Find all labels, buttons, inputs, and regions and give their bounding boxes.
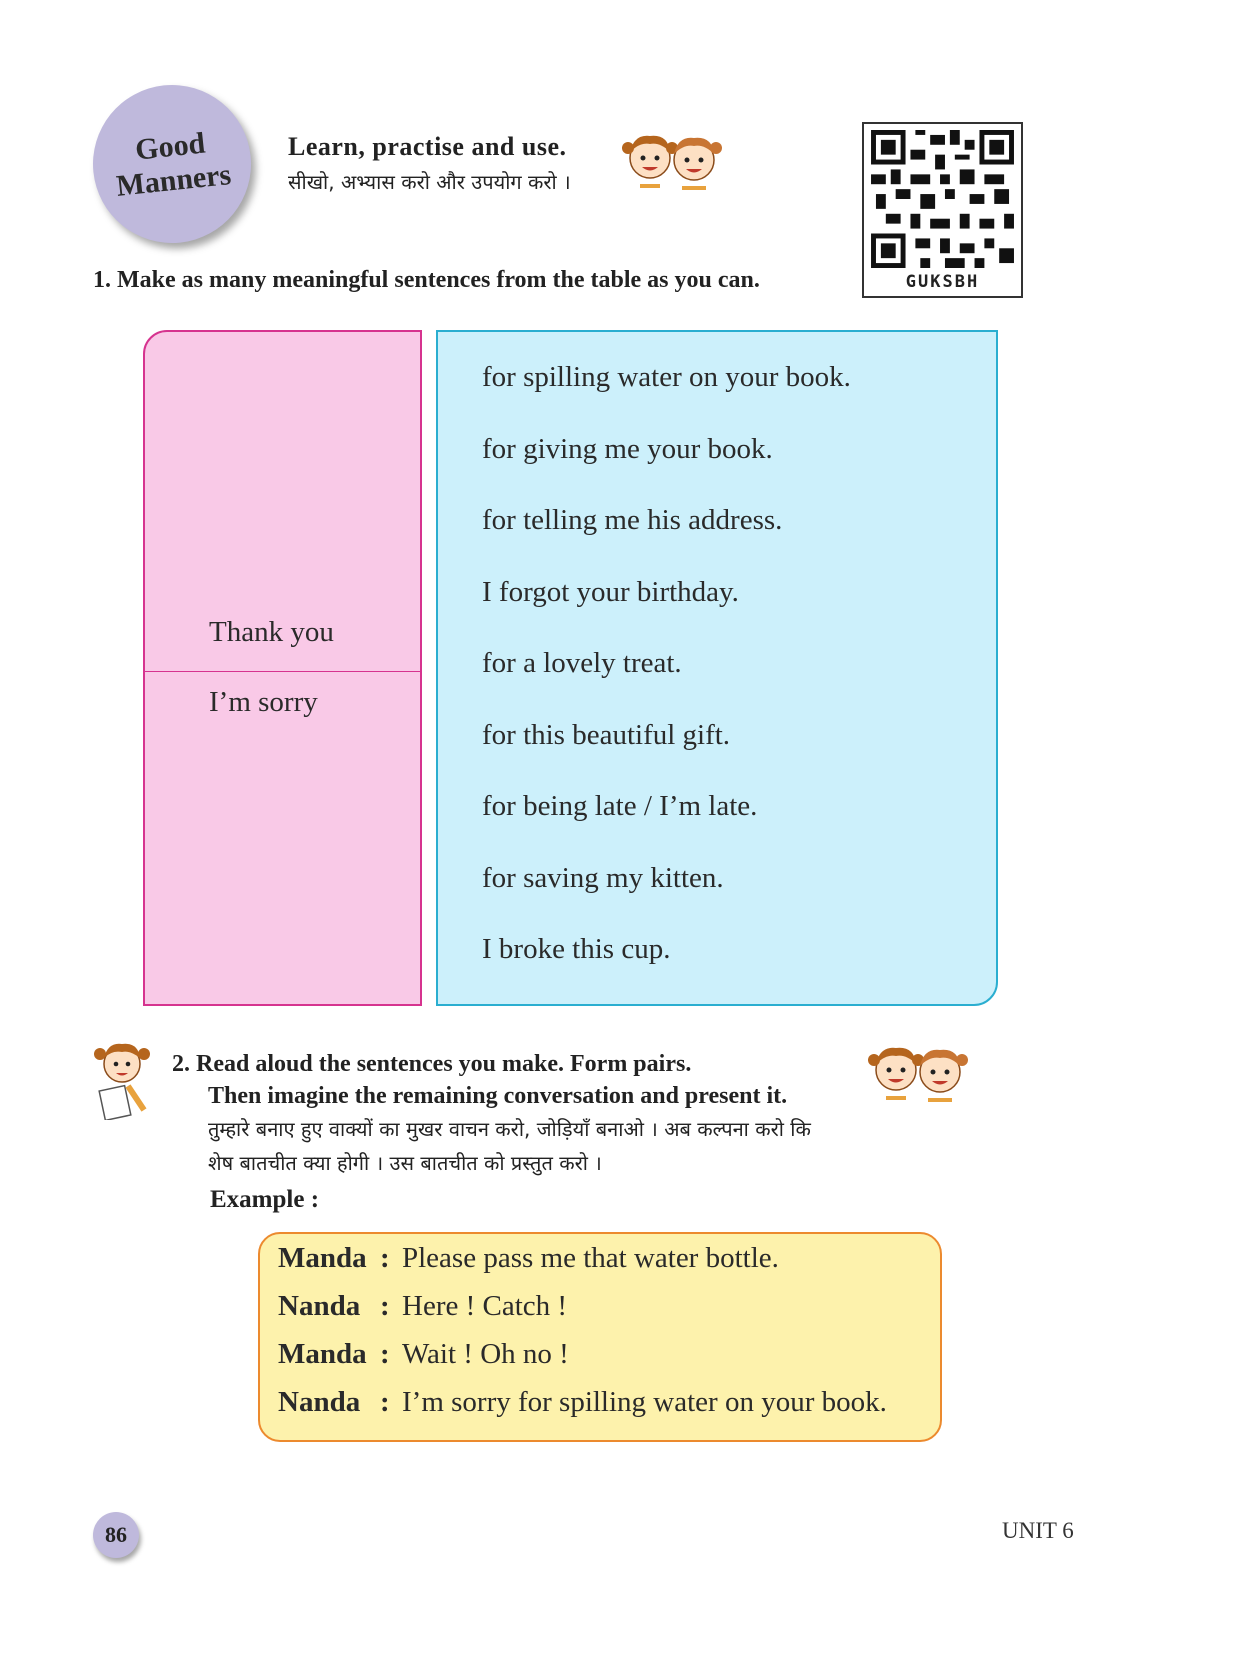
phrase-item: for a lovely treat.	[482, 647, 682, 679]
dialog-speaker: Nanda	[278, 1386, 361, 1418]
phrase-item: for telling me his address.	[482, 504, 783, 536]
dialog-separator: :	[380, 1338, 390, 1370]
left-column-divider	[145, 671, 420, 672]
two-kids-illustration-2	[866, 1040, 974, 1106]
dialog-separator: :	[380, 1242, 390, 1274]
phrase-item: for being late / I’m late.	[482, 790, 758, 822]
left-column-box	[143, 330, 422, 1006]
unit-label: UNIT 6	[1002, 1518, 1074, 1543]
dialog-separator: :	[380, 1386, 390, 1418]
qr-code[interactable]	[862, 122, 1023, 298]
dialog-text: I’m sorry for spilling water on your book.	[402, 1386, 887, 1418]
dialog-line	[278, 1290, 567, 1323]
dialog-speaker: Nanda	[278, 1290, 361, 1322]
phrase-item: I broke this cup.	[482, 933, 671, 965]
question-2-hindi	[208, 1112, 811, 1180]
question-2-line-2: Then imagine the remaining conversation and present it.	[208, 1083, 788, 1109]
dialog-line	[278, 1242, 779, 1275]
badge-line-1: Good	[133, 126, 207, 167]
question-1: 1. Make as many meaningful sentences from the table as you can.	[93, 267, 760, 293]
girl-reading-illustration	[88, 1036, 158, 1120]
question-2	[172, 1048, 787, 1112]
left-item-im-sorry: I’m sorry	[209, 686, 318, 718]
phrase-item: I forgot your birthday.	[482, 576, 739, 608]
intro-title: Learn, practise and use.	[288, 132, 567, 161]
dialog-separator: :	[380, 1290, 390, 1322]
phrase-item: for saving my kitten.	[482, 862, 724, 894]
dialog-line	[278, 1338, 569, 1371]
qr-code-label: GUKSBH	[905, 272, 980, 292]
good-manners-badge	[85, 77, 259, 251]
two-kids-illustration	[620, 128, 728, 194]
dialog-line	[278, 1386, 887, 1419]
example-dialog-box	[258, 1232, 942, 1442]
right-column-box	[436, 330, 998, 1006]
example-label: Example :	[210, 1186, 320, 1213]
intro-hindi: सीखो, अभ्यास करो और उपयोग करो ।	[288, 170, 571, 194]
badge-line-2: Manners	[114, 157, 233, 203]
phrase-item: for this beautiful gift.	[482, 719, 731, 751]
question-2-line-1: 2. Read aloud the sentences you make. Form pairs.	[172, 1051, 692, 1077]
page-number: 86	[93, 1512, 139, 1558]
phrase-item: for giving me your book.	[482, 433, 773, 465]
phrase-item: for spilling water on your book.	[482, 361, 851, 393]
dialog-text: Please pass me that water bottle.	[402, 1242, 779, 1274]
dialog-speaker: Manda	[278, 1242, 367, 1274]
question-2-hindi-line-2: शेष बातचीत क्या होगी । उस बातचीत को प्रस्तुत करो ।	[208, 1151, 602, 1175]
dialog-text: Wait ! Oh no !	[402, 1338, 569, 1370]
question-2-hindi-line-1: तुम्हारे बनाए हुए वाक्यों का मुखर वाचन करो, जोड़ियाँ बनाओ । अब कल्पना करो कि	[208, 1117, 811, 1141]
qr-pattern-icon	[870, 130, 1015, 268]
dialog-text: Here ! Catch !	[402, 1290, 568, 1322]
left-item-thank-you: Thank you	[209, 616, 334, 648]
dialog-speaker: Manda	[278, 1338, 367, 1370]
